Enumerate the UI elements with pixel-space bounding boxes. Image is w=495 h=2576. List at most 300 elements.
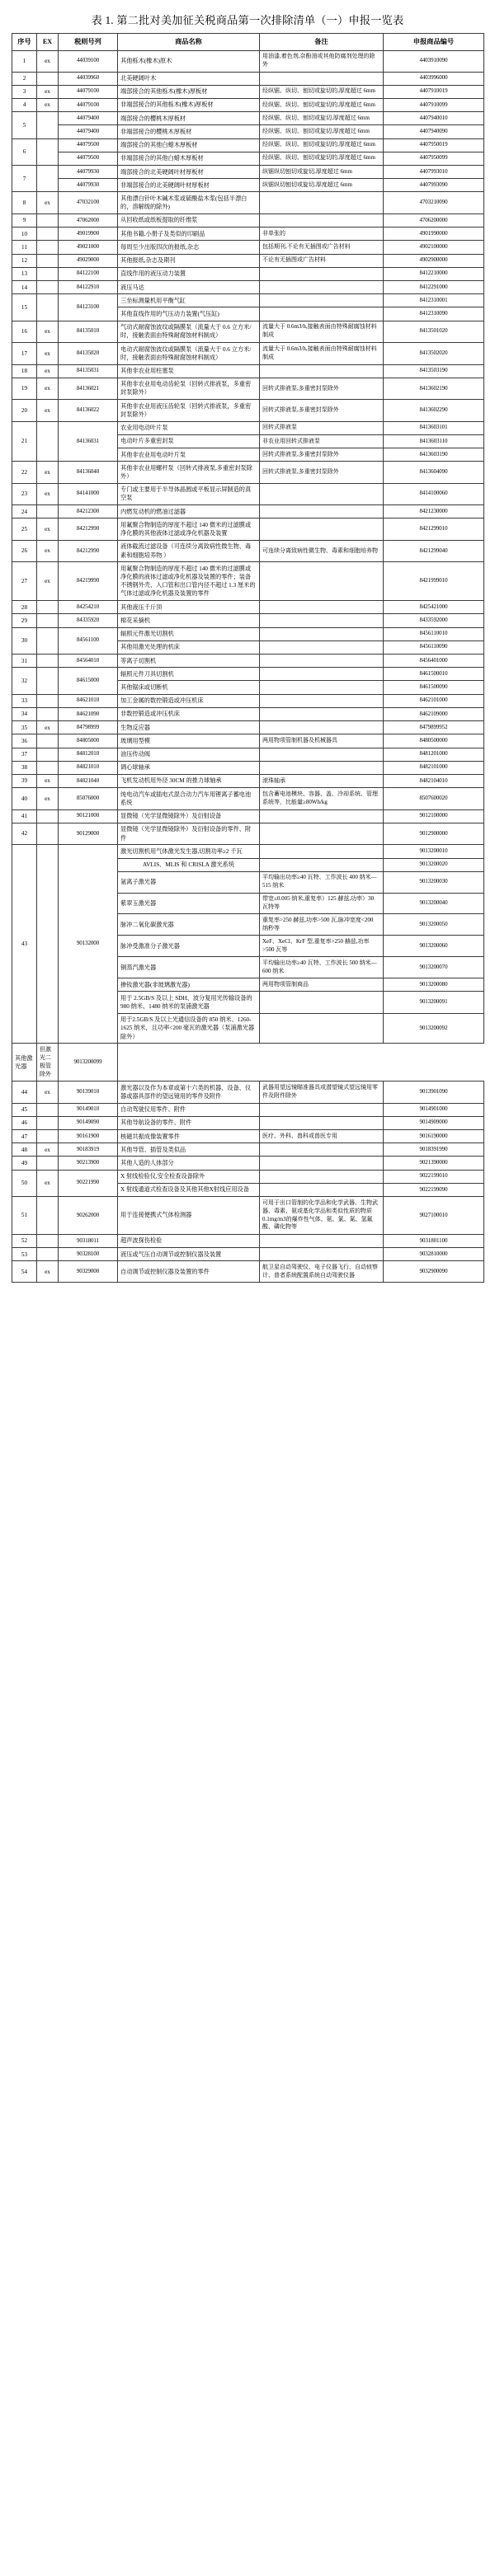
cell-commodity-name: 端部接合的其他白蜡木厚板材 [118,138,260,152]
cell-declaration-code: 9022199090 [384,1183,484,1196]
cell-tariff-code: 84798999 [59,721,118,734]
cell-remark: 但激光二极管除外 [37,1044,59,1082]
cell-tariff-code: 84219990 [59,562,118,601]
cell-tariff-code: 84123100 [59,294,118,321]
cell-ex-flag [37,281,59,294]
table-row [12,179,484,192]
cell-tariff-code: 49021000 [59,241,118,254]
cell-tariff-code: 84564010 [59,655,118,668]
cell-commodity-name: 纯电动汽车或插电式混合动力汽车用锂离子蓄电池系统 [118,788,260,809]
cell-ex-flag: ex [37,400,59,421]
cell-remark: 流量大于 0.6m3/h,接触表面由特殊耐腐蚀材料制成 [260,321,384,342]
cell-ex-flag [37,694,59,707]
cell-tariff-code: 90129000 [59,823,118,844]
cell-tariff-code: 84135020 [59,343,118,364]
table-header [12,34,484,51]
cell-commodity-name: 端部接合的北美硬阔叶材厚板材 [118,166,260,179]
cell-remark [260,992,384,1013]
table-header-row [12,34,484,51]
cell-sequence-number: 47 [12,1130,37,1143]
cell-remark [260,1183,384,1196]
cell-commodity-name: 其他非农业用柱塞泵 [118,364,260,378]
column-header-ex: EX [37,34,59,51]
table-row [12,50,484,72]
cell-commodity-name: 非数控锻造或冲压机床 [118,707,260,720]
cell-commodity-name: 非端部接合的樱桃木厚板材 [118,125,260,138]
cell-remark [260,809,384,823]
cell-tariff-code: 90149090 [59,1116,118,1129]
cell-ex-flag [37,668,59,694]
table-row [12,788,484,809]
cell-declaration-code: 8413602290 [384,400,484,421]
cell-sequence-number: 41 [12,809,37,823]
cell-tariff-code: 44079930 [59,166,118,179]
cell-tariff-code: 90262000 [59,1197,118,1235]
cell-sequence-number: 48 [12,1143,37,1157]
cell-sequence-number: 43 [12,845,37,1044]
cell-ex-flag: ex [37,98,59,111]
table-row [12,601,484,614]
cell-declaration-code: 9013200030 [384,871,484,893]
cell-sequence-number: 37 [12,748,37,761]
cell-sequence-number: 10 [12,228,37,241]
cell-tariff-code: 90328100 [59,1248,118,1261]
cell-ex-flag: ex [37,540,59,561]
cell-remark [260,823,384,844]
table-row [12,1130,484,1143]
column-header-note: 备注 [260,34,384,51]
cell-declaration-code: 8421230000 [384,505,484,518]
cell-commodity-name: 用于连接便携式气体检测器 [118,1197,260,1235]
cell-remark: 回转式排液泵,多重密封泵除外 [260,378,384,399]
cell-sequence-number: 8 [12,192,37,213]
table-row [12,364,484,378]
cell-remark [260,858,384,871]
cell-ex-flag: ex [37,1170,59,1196]
cell-declaration-code: 8421299040 [384,540,484,561]
cell-commodity-name: 端部接合的樱桃木厚板材 [118,112,260,125]
cell-declaration-code: 8413603190 [384,448,484,462]
cell-sequence-number: 51 [12,1197,37,1235]
table-row [12,1261,484,1283]
cell-remark [260,1157,384,1170]
cell-commodity-name: 等离子切割机 [118,655,260,668]
cell-tariff-code: 84621010 [59,694,118,707]
cell-declaration-code: 4902100000 [384,241,484,254]
cell-remark [260,845,384,858]
cell-commodity-name: 每周至少出版四次的报纸,杂志 [118,241,260,254]
cell-tariff-code: 90149010 [59,1103,118,1116]
cell-declaration-code: 8412310090 [384,307,484,321]
cell-ex-flag [37,166,59,192]
cell-commodity-name: X 射线检验仪,安全检查设备除外 [118,1170,260,1183]
cell-tariff-code: 84136022 [59,400,118,421]
cell-ex-flag [37,213,59,227]
cell-tariff-code: 90139010 [59,1082,118,1103]
cell-commodity-name: 调心球轴承 [118,761,260,774]
cell-commodity-name: 激光器以及作为本章或第十六类的机器、设备、仪器或器具部件的望远镜用的零件及附件 [118,1082,260,1103]
cell-commodity-name: 其他非农业用电动叶片泵 [118,448,260,462]
cell-sequence-number: 13 [12,267,37,280]
table-row [12,1234,484,1247]
cell-declaration-code: 8413502020 [384,343,484,364]
cell-commodity-name: 脉冲二氧化碳激光器 [118,914,260,936]
cell-ex-flag: ex [37,562,59,601]
cell-ex-flag [37,734,59,748]
cell-sequence-number: 39 [12,774,37,787]
cell-declaration-code: 9031801100 [384,1234,484,1247]
cell-ex-flag [37,761,59,774]
cell-declaration-code: 8413603101 [384,421,484,434]
cell-declaration-code: 9013200070 [384,957,484,978]
table-row [12,1157,484,1170]
cell-declaration-code: 4407940090 [384,125,484,138]
cell-commodity-name: X 射线通道式检查设备及其他其他X射线应用设备 [118,1183,260,1196]
cell-commodity-name: 辐照元件刀具切割机 [118,668,260,681]
cell-declaration-code: 4703210090 [384,192,484,213]
cell-commodity-name: 其他报纸,杂志及期刊 [118,254,260,267]
cell-declaration-code: 8456110010 [384,627,484,640]
cell-ex-flag [37,748,59,761]
cell-commodity-name: 气动式耐腐蚀波纹或隔膜泵（流量大于 0.6 立方米/时，接触表面由特殊耐腐蚀材料制成） [118,321,260,342]
cell-declaration-code: 8482104010 [384,774,484,787]
cell-declaration-code: 4706200000 [384,213,484,227]
cell-ex-flag [37,421,59,462]
cell-sequence-number: 49 [12,1157,37,1170]
cell-ex-flag: ex [37,1143,59,1157]
cell-ex-flag: ex [37,1082,59,1103]
cell-remark [260,640,384,654]
table-row [12,694,484,707]
cell-sequence-number: 33 [12,694,37,707]
cell-tariff-code: 49019900 [59,228,118,241]
cell-tariff-code: 44039960 [59,72,118,85]
cell-remark: 经纵锯、纵切、刨切或旋切的,厚度超过 6mm [260,138,384,152]
cell-declaration-code: 8412210000 [384,267,484,280]
cell-tariff-code: 44079500 [59,152,118,165]
cell-commodity-name: 其他栎木(橡木)原木 [118,50,260,72]
cell-tariff-code: 44039100 [59,50,118,72]
cell-remark [260,1013,384,1044]
cell-ex-flag [37,1157,59,1170]
cell-ex-flag: ex [37,462,59,483]
cell-ex-flag: ex [37,343,59,364]
cell-commodity-name: 其他激光器 [12,1044,37,1082]
cell-sequence-number: 38 [12,761,37,774]
cell-declaration-code: 9012900000 [384,823,484,844]
cell-ex-flag: ex [37,721,59,734]
table-row [12,400,484,421]
cell-commodity-name: 专门或主要用于半导体晶圆或平板显示屏制造的真空泵 [118,483,260,504]
cell-tariff-code: 49029000 [59,254,118,267]
table-row [12,152,484,165]
cell-remark [260,562,384,601]
cell-commodity-name: 其他导管、插管及类似品 [118,1143,260,1157]
cell-sequence-number: 36 [12,734,37,748]
cell-declaration-code: 8461500010 [384,668,484,681]
cell-declaration-code: 9013200010 [384,845,484,858]
table-row [12,378,484,399]
cell-remark: 用油漆,着色剂,杂酚油或其他防腐剂处理的除外 [260,50,384,72]
cell-tariff-code: 90221990 [59,1170,118,1196]
table-row [12,294,484,307]
table-row [12,1143,484,1157]
cell-ex-flag: ex [37,483,59,504]
cell-commodity-name: 飞机发动机用外径 30CM 的推力球轴承 [118,774,260,787]
cell-tariff-code: 84254210 [59,601,118,614]
cell-remark: 经纵锯、纵切、刨切或旋切的,厚度超过 6mm [260,152,384,165]
cell-commodity-name: 其他用激光处理的机床 [118,640,260,654]
cell-declaration-code: 8413602190 [384,378,484,399]
cell-tariff-code: 84621090 [59,707,118,720]
cell-declaration-code: 8425421000 [384,601,484,614]
cell-declaration-code: 8413501020 [384,321,484,342]
cell-remark: 经纵锯、纵切、刨切或旋切,厚度超过 6mm [260,125,384,138]
cell-tariff-code: 84805000 [59,734,118,748]
table-row [12,627,484,640]
cell-sequence-number: 28 [12,601,37,614]
cell-commodity-name: 其他直线作用的气压动力装置(气压缸) [118,307,260,321]
table-row [12,540,484,561]
cell-remark: XeF、XeCl、KrF 型,重复率>250 赫兹,功率>500 瓦等 [260,936,384,957]
cell-commodity-name: 氩离子激光器 [118,871,260,893]
cell-commodity-name: 其他液压千斤顶 [118,601,260,614]
cell-sequence-number: 18 [12,364,37,378]
cell-remark: 重复率>250 赫兹,功率>500 瓦,脉冲宽度<200 纳秒等 [260,914,384,936]
cell-ex-flag [37,241,59,254]
column-header-name: 商品名称 [118,34,260,51]
cell-declaration-code: 4407993090 [384,179,484,192]
table-row [12,562,484,601]
cell-declaration-code: 9013200080 [384,978,484,992]
cell-declaration-code: 9014901000 [384,1103,484,1116]
cell-declaration-code: 4407910019 [384,85,484,98]
cell-ex-flag [37,614,59,627]
cell-commodity-name: 端部接合的其他栎木(橡木)厚板材 [118,85,260,98]
table-row [12,823,484,844]
cell-sequence-number: 4 [12,98,37,111]
cell-commodity-name: AVLIS、MLIS 和 CRISLA 激光系统 [118,858,260,871]
cell-remark: 非农业用回转式排液泵 [260,434,384,448]
cell-sequence-number: 45 [12,1103,37,1116]
cell-ex-flag [37,1130,59,1143]
cell-declaration-code: 9013200020 [384,858,484,871]
table-row [12,125,484,138]
table-row [12,655,484,668]
cell-remark [260,627,384,640]
cell-remark: 包含蓄电池模块、容器、盖、冷却系统、管理系统等，比能量≥80Wh/kg [260,788,384,809]
cell-sequence-number: 31 [12,655,37,668]
cell-tariff-code: 84136031 [59,421,118,462]
cell-remark: 不论有无插图或广告材料 [260,254,384,267]
cell-commodity-name: 直线作用的液压动力装置 [118,267,260,280]
table-row [12,1116,484,1129]
cell-ex-flag [37,1103,59,1116]
cell-declaration-code: 8421999010 [384,562,484,601]
cell-remark: 非单张的 [260,228,384,241]
cell-sequence-number: 2 [12,72,37,85]
cell-declaration-code: 4407910099 [384,98,484,111]
cell-remark [260,281,384,294]
table-row [12,761,484,774]
table-row [12,845,484,858]
cell-sequence-number: 32 [12,668,37,694]
cell-ex-flag [37,809,59,823]
cell-remark: 平均输出功率≥40 瓦特、工作波长 500 纳米—600 纳米 [260,957,384,978]
table-row [12,1170,484,1183]
cell-ex-flag: ex [37,364,59,378]
table-row [12,734,484,748]
cell-tariff-code: 85076000 [59,788,118,809]
cell-commodity-name: 生物反应器 [118,721,260,734]
cell-sequence-number: 30 [12,627,37,654]
cell-remark [260,655,384,668]
cell-sequence-number: 27 [12,562,37,601]
cell-remark [260,601,384,614]
cell-tariff-code: 84136021 [59,378,118,399]
cell-remark: 两用物项管制商品 [260,978,384,992]
cell-remark [260,721,384,734]
cell-remark [260,1234,384,1247]
cell-declaration-code: 4407950099 [384,152,484,165]
cell-tariff-code: 44079400 [59,112,118,125]
cell-commodity-name: 液压或气压自动调节或控制仪器及装置 [118,1248,260,1261]
cell-commodity-name: 核磁共振成像装置零件 [118,1130,260,1143]
cell-remark: 医疗、外科、兽科或兽医专用 [260,1130,384,1143]
table-row [12,668,484,681]
cell-commodity-name: 紫翠玉激光器 [118,893,260,914]
table-row [12,1082,484,1103]
cell-commodity-name: 电动叶片多重密封泵 [118,434,260,448]
table-row [12,267,484,280]
cell-tariff-code: 47062000 [59,213,118,227]
cell-tariff-code: 44079930 [59,179,118,192]
cell-sequence-number: 5 [12,112,37,138]
cell-ex-flag [37,294,59,321]
cell-remark: 回转式排液泵,多重密封泵除外 [260,448,384,462]
table-row [12,809,484,823]
cell-tariff-code: 84135031 [59,364,118,378]
cell-commodity-name: 非端部接合的其他白蜡木厚板材 [118,152,260,165]
cell-commodity-name: 其他锯床或切断机 [118,681,260,694]
cell-sequence-number: 50 [12,1170,37,1196]
cell-remark [260,364,384,378]
cell-ex-flag [37,601,59,614]
cell-remark: 武器用望远镜瞄准器具或潜望镜式望远镜用零件及附件除外 [260,1082,384,1103]
cell-sequence-number: 15 [12,294,37,321]
cell-declaration-code: 9013200040 [384,893,484,914]
table-row [12,1197,484,1235]
cell-declaration-code: 8433592000 [384,614,484,627]
cell-commodity-name: 脉冲受激准分子激光器 [118,936,260,957]
cell-remark [260,707,384,720]
cell-tariff-code: 84135010 [59,321,118,342]
cell-ex-flag [37,823,59,844]
cell-tariff-code: 90132000 [59,845,118,1044]
table-row [12,748,484,761]
cell-remark [260,505,384,518]
cell-sequence-number: 21 [12,421,37,462]
table-row [12,774,484,787]
cell-commodity-name: 油压传动阀 [118,748,260,761]
cell-tariff-code: 44079100 [59,98,118,111]
cell-commodity-name: 北美硬阔叶木 [118,72,260,85]
cell-sequence-number: 53 [12,1248,37,1261]
cell-declaration-code: 9014909000 [384,1116,484,1129]
table-row [12,721,484,734]
cell-sequence-number: 6 [12,138,37,165]
cell-tariff-code: 84821010 [59,761,118,774]
cell-remark: 滚珠轴承 [260,774,384,787]
table-row [12,85,484,98]
cell-tariff-code: 90161900 [59,1130,118,1143]
cell-ex-flag [37,254,59,267]
cell-tariff-code: 84821040 [59,774,118,787]
cell-ex-flag [37,72,59,85]
cell-declaration-code: 9012100000 [384,809,484,823]
cell-remark [260,668,384,681]
cell-remark [260,614,384,627]
table-row [12,166,484,179]
cell-declaration-code: 8413503190 [384,364,484,378]
cell-ex-flag [37,138,59,165]
cell-remark: 回转式排液泵,多重密封泵除外 [260,462,384,483]
cell-declaration-code: 8414100060 [384,483,484,504]
cell-remark: 带宽≤0.005 纳米,重复率）125 赫兹,功率）30 瓦特等 [260,893,384,914]
cell-tariff-code: 84615000 [59,668,118,694]
cell-declaration-code: 8462101000 [384,694,484,707]
cell-commodity-name: 液压马达 [118,281,260,294]
cell-ex-flag: ex [37,50,59,72]
page-title: 表 1. 第二批对美加征关税商品第一次排除清单（一）申报一览表 [91,14,404,26]
cell-ex-flag [37,267,59,280]
cell-declaration-code: 4902900000 [384,254,484,267]
cell-sequence-number: 11 [12,241,37,254]
cell-remark: 平均输出功率≥40 瓦特、工作波长 400 纳米—515 纳米 [260,871,384,893]
cell-sequence-number: 12 [12,254,37,267]
cell-tariff-code: 44079400 [59,125,118,138]
cell-tariff-code: 44079100 [59,85,118,98]
table-row [12,421,484,434]
cell-declaration-code: 9013200092 [384,1013,484,1044]
cell-commodity-name: 显微镜（光学显微镜除外）及衍射设备的零件、附件 [118,823,260,844]
table-body [12,50,484,1283]
cell-commodity-name: 从回收纸或纸板提取的纤维浆 [118,213,260,227]
cell-commodity-name: 超声波探伤检验 [118,1234,260,1247]
cell-declaration-code: 9013200060 [384,936,484,957]
cell-sequence-number: 16 [12,321,37,342]
cell-commodity-name: 其他漂白针叶木碱木浆或硫酸盐木浆(包括半漂白的，溶解级的除外) [118,192,260,213]
cell-remark: 两用物项管制机器及机械器具 [260,734,384,748]
cell-declaration-code: 8412310001 [384,294,484,307]
column-header-seq: 序号 [12,34,37,51]
cell-ex-flag: ex [37,1261,59,1283]
cell-commodity-name: 自动驾驶仪用零件、附件 [118,1103,260,1116]
cell-sequence-number: 40 [12,788,37,809]
cell-tariff-code: 90183919 [59,1143,118,1157]
cell-declaration-code: 8479899952 [384,721,484,734]
cell-declaration-code: 9013200091 [384,992,484,1013]
cell-ex-flag [37,112,59,138]
cell-sequence-number: 52 [12,1234,37,1247]
cell-ex-flag: ex [37,321,59,342]
cell-ex-flag [37,228,59,241]
cell-commodity-name: 自动调节或控制仪器及装置的零件 [118,1261,260,1283]
cell-remark [260,267,384,280]
cell-commodity-name: 农业用电动叶片泵 [118,421,260,434]
cell-declaration-code: 9021390000 [384,1157,484,1170]
cell-tariff-code: 47032100 [59,192,118,213]
